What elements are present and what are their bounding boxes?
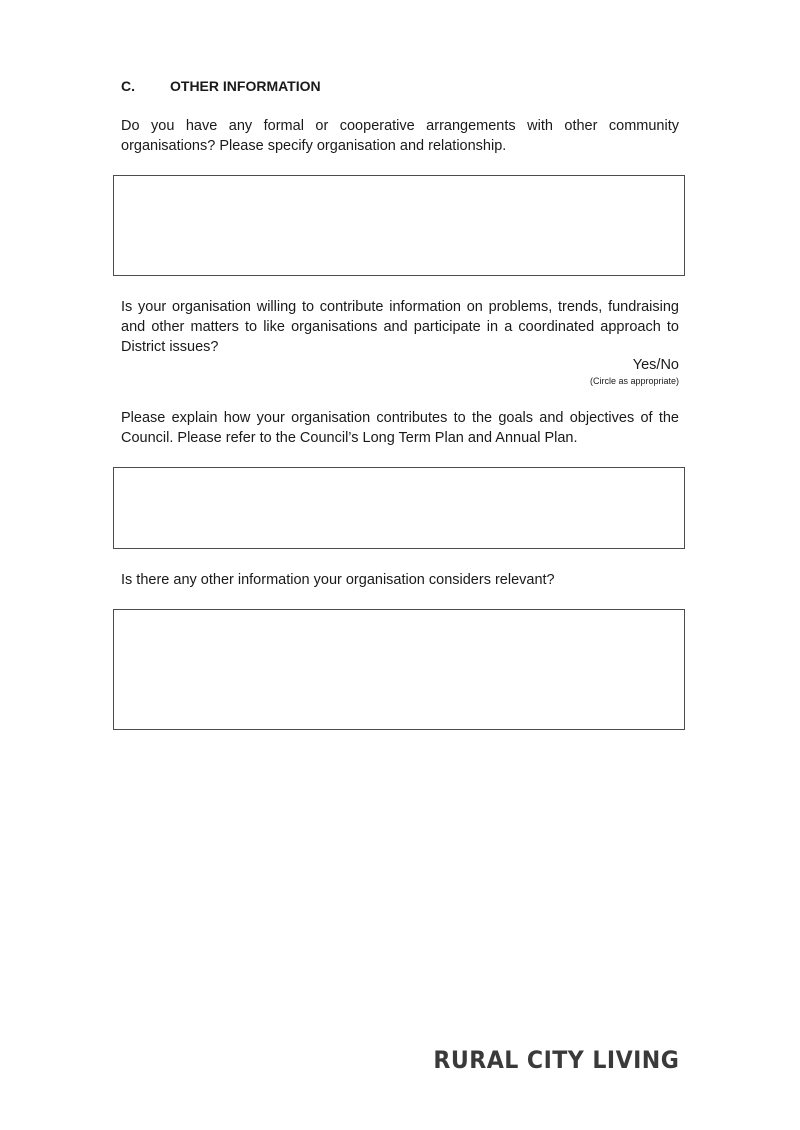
- section-title: OTHER INFORMATION: [170, 78, 321, 94]
- yes-no-hint: (Circle as appropriate): [589, 376, 679, 386]
- yes-no-options[interactable]: Yes/No: [632, 357, 679, 373]
- answer-box-other-information[interactable]: [113, 609, 685, 730]
- section-number: C.: [121, 78, 135, 94]
- answer-box-council-goals[interactable]: [113, 467, 685, 549]
- answer-box-arrangements[interactable]: [113, 175, 685, 276]
- brand-logo: RURAL CITY LIVING: [433, 1046, 679, 1074]
- question-other-information: Is there any other information your organisation considers relevant?: [121, 572, 555, 588]
- question-arrangements: Do you have any formal or cooperative arrangements with other community organisations? Please specify organisation and relationship.: [121, 118, 679, 154]
- question-contribute-information: Is your organisation willing to contribute information on problems, trends, fundraising and other matters to like organisations and participate in a coordinated approach to District issues?: [121, 299, 679, 355]
- question-council-goals: Please explain how your organisation contributes to the goals and objectives of the Council. Please refer to the Council’s Long Term Plan and Annual Plan.: [121, 410, 679, 446]
- section-heading: [121, 78, 321, 94]
- yes-no-selector: [590, 356, 679, 388]
